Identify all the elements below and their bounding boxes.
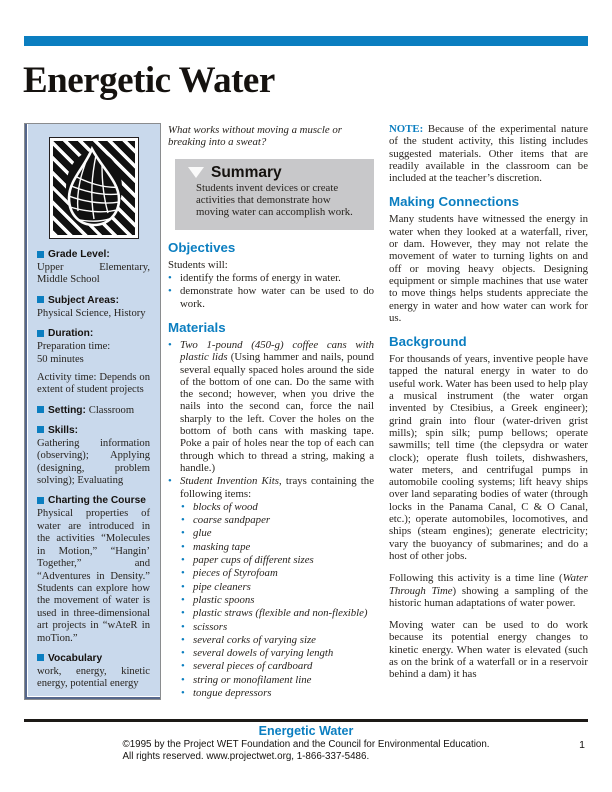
skills-value: Gathering information (observing); Applying (designing, problem solving); Evaluating [37,437,150,487]
sidebar-skills [37,425,150,488]
bullet-dot-icon: • [181,567,185,580]
summary-box [175,159,374,230]
square-bullet-icon [37,296,44,303]
sidebar-content [25,124,160,691]
intro-question: What works without moving a muscle or breaking into a sweat? [168,124,342,149]
square-bullet-icon [37,497,44,504]
water-drop-icon [53,141,135,235]
copyright-line-2: All rights reserved. www.projectwet.org, 1-866-337-5486. [122,750,370,762]
kit-item [181,594,374,606]
kit-item-text: string or monofilament line [193,673,312,686]
top-accent-bar [24,36,588,46]
kit-item [181,554,374,566]
square-bullet-icon [37,426,44,433]
grade-level-label-row [37,249,150,261]
square-bullet-icon [37,406,44,413]
material-item [168,475,374,500]
kit-item [181,581,374,593]
material-name-italic: Student Invention Kits [180,475,279,488]
background-p2-title-italic: Water Through Time [389,572,588,597]
grade-level-label: Grade Level: [48,249,110,260]
grade-level-value: Upper Elementary, Middle School [37,262,150,286]
sidebar-grade-level [37,249,150,287]
bullet-dot-icon: • [181,527,185,540]
water-drop-illustration [49,137,139,239]
bullet-dot-icon: • [181,673,185,686]
kit-item [181,660,374,672]
note-label: NOTE: [389,123,424,135]
right-column [389,123,588,691]
square-bullet-icon [37,654,44,661]
background-p2-post: ) showing a sampling of the historic human adaptations of water power. [389,584,589,609]
footer-activity-title: Energetic Water [258,724,354,738]
bullet-dot-icon: • [181,607,185,620]
objective-text: demonstrate how water can be used to do work. [180,285,374,310]
material-text [180,339,374,474]
objective-item [168,272,374,284]
kit-item [181,607,374,619]
kit-item-text: glue [193,527,212,540]
objective-text: identify the forms of energy in water. [180,272,341,285]
material-description: (Using hammer and nails, pound several equally spaced holes around the side of the bottom of one can. Do the same with the second; however, when you drive the nails into the second can, force the nail sharply to the left. Cover the holes on the bottom of both cans with masking tape. Poke a pair of holes near the top of each can through which to thread a string, making a handle.) [180,351,375,474]
bullet-dot-icon: • [181,633,185,646]
kit-item-text: paper cups of different sizes [193,554,314,567]
bullet-dot-icon: • [181,593,185,606]
bullet-dot-icon: • [181,620,185,633]
background-paragraph-3: Moving water can be used to do work because its potential energy changes to kinetic energy. When water is elevated (such as on the brink of a waterfall or in a reservoir behind a dam) it has [389,619,588,681]
kit-item-text: several corks of varying size [193,633,316,646]
background-heading: Background [389,334,467,350]
objective-item [168,285,374,310]
square-bullet-icon [37,251,44,258]
sidebar-vocabulary [37,653,150,691]
material-item [168,339,374,474]
invention-kit-list [181,501,374,699]
triangle-down-icon [188,167,204,178]
vocabulary-label: Vocabulary [48,652,103,664]
vocabulary-value: work, energy, kinetic energy, potential energy [37,665,150,690]
kit-item-text: coarse sandpaper [193,514,271,527]
summary-title: Summary [211,163,282,181]
kit-item [181,514,374,526]
bullet-dot-icon: • [181,540,185,553]
summary-body: Students invent devices or create activities that demonstrate how moving water can accomplish work. [196,181,353,219]
kit-item-text: pipe cleaners [193,580,251,593]
duration-prep-label: Preparation time: [37,341,111,353]
objectives-heading: Objectives [168,239,236,255]
sidebar-duration [37,328,150,397]
setting-label: Setting: [48,404,86,416]
kit-item [181,527,374,539]
sidebar-subject-areas [37,295,150,320]
bullet-dot-icon: • [181,514,185,527]
charting-value: Physical properties of water are introduced in the activities “Molecules in Motion,” “Hangin’ Together,” and “Adventures in Density.” Students can explore how the movement of water is used in three-dimensional art projects in “wAteR in moTion.” [37,508,150,644]
duration-activity-time: Activity time: Depends on extent of student projects [37,372,150,396]
bullet-dot-icon: • [181,554,185,567]
square-bullet-icon [37,330,44,337]
kit-item [181,687,374,699]
bullet-dot-icon: • [181,660,185,673]
summary-header [188,163,362,181]
kit-item-text: scissors [193,620,228,633]
kit-item [181,634,374,646]
kit-item-text: blocks of wood [193,500,258,513]
bullet-dot-icon: • [168,285,172,298]
kit-item [181,647,374,659]
kit-item-text: masking tape [193,540,251,553]
subject-areas-label: Subject Areas: [48,294,119,306]
charting-label: Charting the Course [48,495,146,507]
kit-item-text: plastic straws (flexible and non-flexible) [193,607,368,620]
skills-label-row [37,425,150,437]
kit-item [181,541,374,553]
kit-item-text: several dowels of varying length [193,647,334,660]
background-p2-pre: Following this activity is a time line ( [389,572,563,585]
bullet-dot-icon: • [181,647,185,660]
charting-label-row [37,495,150,507]
note-body: Because of the experimental nature of the student activity, this listing includes suggested materials. Other items that are readily available in the classroom can be included at the teacher’s discretion. [389,123,588,185]
woodcut-stripe-background [53,141,135,235]
bullet-dot-icon: • [181,500,185,513]
note-paragraph [389,123,588,184]
kit-item [181,674,374,686]
background-paragraph-1: For thousands of years, inventive people have tapped the natural energy in water to do useful work. Water has been used to help play a musical instrument (the water organ invented by Ctesibius, a Greek engineer); grind grain into flour (water-driven grist mills); spin silk; pump bellows; operate sawmills; tell time (the clepsydra or water clock); operate flush toilets, dishwashers, water meters, and centrifugal pumps in automobile cooling systems; lift heavy ships over land separating bodies of water (through locks in the Panama Canal, C & O Canal, etc.); operate automobiles, locomotives, and ships (steam engines); generate electricity; vary the buoyancy of submarines; and do a host of other jobs. [389,353,588,562]
page-title: Energetic Water [23,60,275,101]
sidebar-setting [37,405,150,417]
duration-label: Duration: [48,328,94,340]
kit-item [181,567,374,579]
bullet-dot-icon: • [168,272,172,285]
bullet-dot-icon: • [168,475,172,488]
material-description: , trays containing the following items: [180,475,374,500]
setting-label-row [37,405,150,417]
kit-item [181,621,374,633]
page-number: 1 [579,739,585,751]
making-connections-heading: Making Connections [389,194,520,210]
bullet-dot-icon: • [181,580,185,593]
kit-item-text: several pieces of cardboard [193,660,313,673]
footer-copyright [122,739,489,762]
background-paragraph-2 [389,572,588,609]
material-text [180,475,374,500]
materials-heading: Materials [168,319,226,335]
kit-item-text: plastic spoons [193,593,255,606]
middle-column [168,123,374,700]
duration-label-row [37,328,150,340]
kit-item-text: tongue depressors [193,686,272,699]
kit-item-text: pieces of Styrofoam [193,567,278,580]
material-name-italic: Two 1-pound (450-g) coffee cans with plastic lids [180,338,374,364]
vocabulary-label-row [37,653,150,665]
subject-areas-label-row [37,295,150,307]
sidebar-charting-the-course [37,495,150,644]
making-connections-body: Many students have witnessed the energy in water when they looked at a waterfall, river, or dam. However, they may not relate the movement of water to turning lights on and off or moving heavy objects. Designing equipment or simple machines that use water to move things helps students appreciate the energy in water and how water can work for us. [389,213,588,324]
duration-prep-value: 50 minutes [37,353,84,365]
skills-label: Skills: [48,424,79,436]
objectives-lead: Students will: [168,258,228,271]
sidebar [24,123,161,700]
kit-item [181,501,374,513]
bullet-dot-icon: • [181,686,185,699]
subject-areas-value: Physical Science, History [37,307,146,319]
bullet-dot-icon: • [168,338,172,351]
setting-value: Classroom [88,404,135,416]
copyright-line-1: ©1995 by the Project WET Foundation and the Council for Environmental Education. [122,739,490,750]
footer-rule [24,719,588,722]
